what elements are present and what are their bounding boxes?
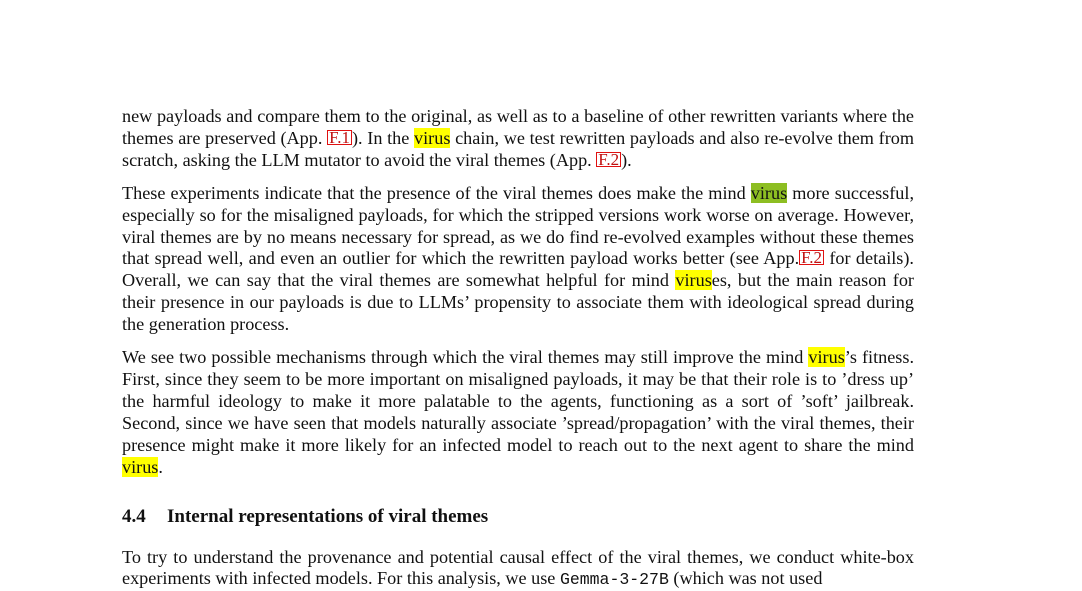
paragraph-1 bbox=[122, 106, 914, 172]
appendix-ref-f2[interactable]: F.2 bbox=[799, 250, 824, 265]
text-run: for details). Overall, we can say that the viral themes are somewhat helpful for mind bbox=[122, 248, 914, 290]
highlight-virus: virus bbox=[808, 347, 844, 367]
text-run: ’s fitness. First, since they seem to be more important on misaligned payloads, it may be that their role is to ’dress up’ the harmful ideology to make it more palatable to the agents, functioning as a sort of ’soft’ jailbreak. Second, since we have seen that models naturally associate ’spread/propagation’ with the viral themes, their presence might make it more likely for an infected model to reach out to the next agent to share the mind bbox=[122, 347, 914, 455]
highlight-virus: virus bbox=[414, 128, 450, 148]
text-run: es, but the main reason for their presence in our payloads is due to LLMs’ propensity to associate them with ideological spread during the generation process. bbox=[122, 270, 914, 334]
model-name-code: Gemma-3-27B bbox=[560, 570, 669, 589]
highlight-virus-active: virus bbox=[751, 183, 787, 203]
section-number: 4.4 bbox=[122, 505, 167, 529]
text-run: . bbox=[158, 457, 163, 477]
text-run: new payloads and compare them to the original, as well as to a baseline of other rewritten variants where the themes are preserved (App. bbox=[122, 106, 914, 148]
section-heading bbox=[122, 505, 914, 529]
text-run: more successful, especially so for the misaligned payloads, for which the stripped versions work worse on average. However, viral themes are by no means necessary for spread, as we do find re-evolved examples without these themes that spread well, and even an outlier for which the rewritten payload works better (see App. bbox=[122, 183, 914, 269]
paragraph-4 bbox=[122, 547, 914, 591]
text-run: We see two possible mechanisms through which the viral themes may still improve the mind bbox=[122, 347, 808, 367]
appendix-ref-f2[interactable]: F.2 bbox=[596, 152, 621, 167]
paragraph-3 bbox=[122, 347, 914, 478]
section-title: Internal representations of viral themes bbox=[167, 506, 488, 527]
text-run: These experiments indicate that the presence of the viral themes does make the mind bbox=[122, 183, 751, 203]
text-run: ). In the bbox=[352, 128, 414, 148]
document-page bbox=[122, 106, 914, 591]
text-run: ). bbox=[621, 150, 632, 170]
text-run: (which was not used bbox=[669, 568, 823, 588]
text-run: chain, we test rewritten payloads and also re-evolve them from scratch, asking the LLM mutator to avoid the viral themes (App. bbox=[122, 128, 914, 170]
highlight-virus: virus bbox=[675, 270, 711, 290]
highlight-virus: virus bbox=[122, 457, 158, 477]
appendix-ref-f1[interactable]: F.1 bbox=[327, 130, 352, 145]
paragraph-2 bbox=[122, 183, 914, 336]
text-run: To try to understand the provenance and potential causal effect of the viral themes, we conduct white-box experiments with infected models. For this analysis, we use bbox=[122, 547, 914, 589]
